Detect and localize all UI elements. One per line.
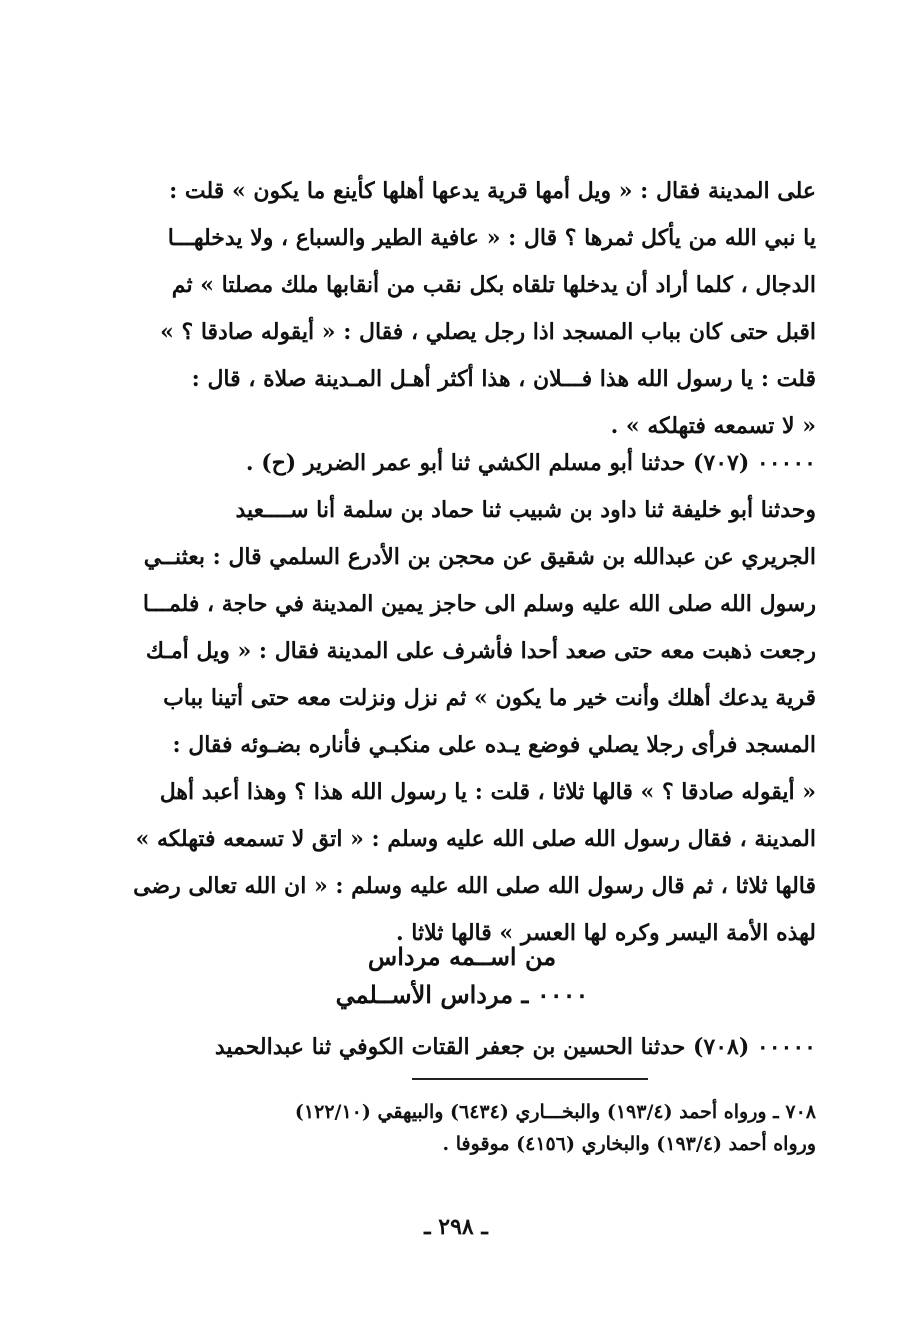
- text-line: رجعت ذهبت معه حتى صعد أحدا فأشرف على المدينة فقال : « ويل أمـك: [145, 638, 816, 664]
- hadith-number-line: ٠٠٠٠٠ (٧٠٧) حدثنا أبو مسلم الكشي ثنا أبو عمر الضرير (ح) .: [245, 450, 816, 476]
- footnote-divider: [412, 1078, 648, 1080]
- subsection-heading: ٠٠٠٠ ـ مرداس الأســلمي: [335, 980, 589, 1009]
- text-line: « لا تسمعه فتهلكه » .: [610, 413, 816, 439]
- hadith-number-line: ٠٠٠٠٠ (٧٠٨) حدثنا الحسين بن جعفر القتات الكوفي ثنا عبدالحميد: [214, 1034, 816, 1060]
- paragraph-2: [108, 440, 816, 957]
- footnote-line: ٧٠٨ ـ ورواه أحمد (١٩٣/٤) والبخـــاري (٦٤٣٤) والبيهقي (١٢٢/١٠): [294, 1101, 816, 1123]
- text-line: رسول الله صلى الله عليه وسلم الى حاجز يمين المدينة في حاجة ، فلمـــا: [142, 591, 816, 617]
- text-line: لهذه الأمة اليسر وكره لها العسر » قالها ثلاثا .: [395, 920, 816, 946]
- text-line: اقبل حتى كان بباب المسجد اذا رجل يصلي ، فقال : « أيقوله صادقا ؟ »: [160, 319, 816, 345]
- text-line: المسجد فرأى رجلا يصلي فوضع يـده على منكبـي فأناره بضـوئه فقال :: [172, 732, 816, 758]
- page-number: ـ ٢٩٨ ـ: [424, 1214, 488, 1240]
- text-line: على المدينة فقال : « ويل أمها قرية يدعها أهلها كأينع ما يكون » قلت :: [169, 178, 816, 204]
- text-line: الجريري عن عبدالله بن شقيق عن محجن بن الأدرع السلمي قال : بعثنــي: [143, 544, 816, 570]
- text-line: يا نبي الله من يأكل ثمرها ؟ قال : « عافية الطير والسباع ، ولا يدخلهـــا: [167, 225, 816, 251]
- text-line: قالها ثلاثا ، ثم قال رسول الله صلى الله عليه وسلم : « ان الله تعالى رضى: [133, 873, 816, 899]
- text-line: « أيقوله صادقا ؟ » قالها ثلاثا ، قلت : يا رسول الله هذا ؟ وهذا أعبد أهل: [159, 779, 816, 805]
- text-line: الدجال ، كلما أراد أن يدخلها تلقاه بكل نقب من أنقابها ملك مصلتا » ثم: [171, 272, 816, 298]
- text-line: قلت : يا رسول الله هذا فـــلان ، هذا أكثر أهـل المـدينة صلاة ، قال :: [191, 366, 816, 392]
- footnote: [108, 1096, 816, 1160]
- text-line: قرية يدعك أهلك وأنت خير ما يكون » ثم نزل ونزلت معه حتى أتينا بباب: [163, 685, 816, 711]
- text-line: وحدثنا أبو خليفة ثنا داود بن شبيب ثنا حماد بن سلمة أنا ســــعيد: [235, 497, 816, 523]
- text-line: المدينة ، فقال رسول الله صلى الله عليه وسلم : « اتق لا تسمعه فتهلكه »: [135, 826, 816, 852]
- footnote-line: ورواه أحمد (١٩٣/٤) والبخاري (٤١٥٦) موقوفا .: [442, 1133, 816, 1155]
- section-heading: من اســمه مرداس: [367, 942, 557, 971]
- paragraph-1: [108, 168, 816, 450]
- paragraph-3: [108, 1024, 816, 1071]
